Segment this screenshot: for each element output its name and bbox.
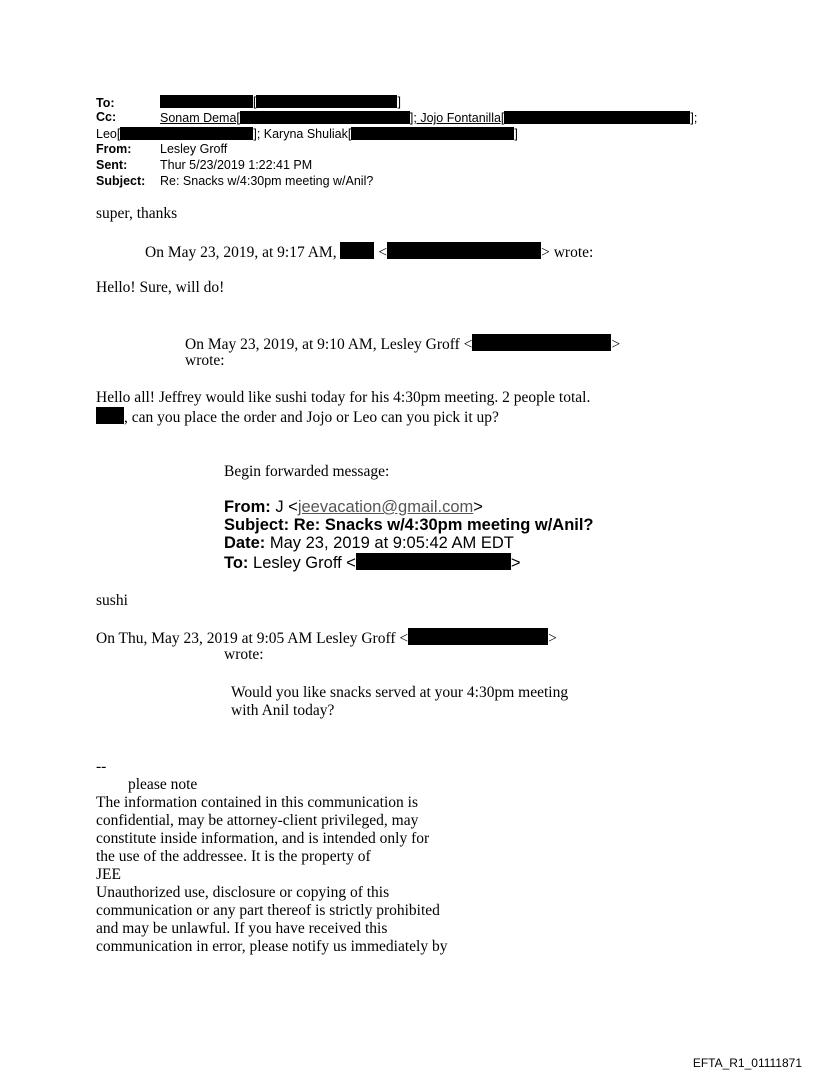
- forwarded-from-name: J <: [275, 498, 298, 516]
- bates-number: EFTA_R1_01111871: [692, 1056, 802, 1070]
- from-value: Lesley Groff: [160, 142, 228, 156]
- attribution-wrote: wrote:: [224, 646, 264, 663]
- disclaimer-heading: please note: [128, 776, 198, 793]
- angle-close: >: [473, 498, 483, 516]
- forwarded-date: [224, 535, 514, 552]
- disclaimer-line: and may be unlawful. If you have received this: [96, 920, 388, 937]
- cc-name: ]; Karyna Shuliak[: [253, 127, 352, 141]
- cc-name: Leo[: [96, 127, 121, 141]
- disclaimer-line: confidential, may be attorney-client privileged, may: [96, 812, 419, 829]
- begin-forwarded: Begin forwarded message:: [224, 463, 390, 480]
- to-value: [160, 95, 401, 108]
- quoted-body-line: Would you like snacks served at your 4:30pm meeting: [231, 684, 569, 701]
- cc-value-line1: [160, 111, 697, 124]
- redaction-block: [408, 628, 548, 645]
- forwarded-to-value: Lesley Groff <: [253, 554, 356, 572]
- forwarded-subject-value: Re: Snacks w/4:30pm meeting w/Anil?: [293, 516, 594, 534]
- message-body-line: sushi: [96, 592, 128, 609]
- forwarded-date-label: Date:: [224, 534, 266, 552]
- sent-value: Thur 5/23/2019 1:22:41 PM: [160, 158, 313, 172]
- to-label: To:: [96, 96, 115, 110]
- angle-close: >: [541, 244, 550, 261]
- message-text: , can you place the order and Jojo or Leo can you pick it up?: [124, 409, 499, 426]
- separator: ];: [690, 111, 698, 125]
- disclaimer-line: Unauthorized use, disclosure or copying of this: [96, 884, 390, 901]
- reply-text: Hello! Sure, will do!: [96, 279, 225, 296]
- sent-label: Sent:: [96, 158, 128, 172]
- disclaimer-line: the use of the addressee. It is the property of: [96, 848, 371, 865]
- redaction-block: [240, 111, 410, 124]
- message-body-line: Hello all! Jeffrey would like sushi today for his 4:30pm meeting. 2 people total.: [96, 389, 591, 406]
- redaction-block: [256, 95, 397, 108]
- redaction-block: [504, 111, 690, 124]
- separator: ]: [514, 127, 518, 141]
- subject-value: Re: Snacks w/4:30pm meeting w/Anil?: [160, 174, 374, 188]
- disclaimer-line: constitute inside information, and is intended only for: [96, 830, 430, 847]
- quote-attribution: [145, 242, 593, 262]
- cc-label: Cc:: [96, 110, 117, 124]
- forwarded-to: [224, 553, 521, 572]
- redaction-block: [120, 127, 253, 140]
- angle-open: <: [378, 244, 388, 261]
- quoted-body-line: with Anil today?: [231, 702, 335, 719]
- reply-text: super, thanks: [96, 205, 178, 222]
- cc-value-line2: [96, 127, 518, 140]
- forwarded-date-value: May 23, 2019 at 9:05:42 AM EDT: [269, 534, 514, 552]
- signature-separator: --: [96, 758, 107, 775]
- disclaimer-line: JEE: [96, 866, 121, 883]
- bracket: [: [253, 95, 257, 109]
- forwarded-subject: [224, 517, 594, 534]
- message-body-line: [96, 407, 499, 427]
- from-label: From:: [96, 142, 132, 156]
- forwarded-from: [224, 499, 483, 516]
- quote-attribution: [96, 628, 557, 648]
- attribution-text: On Thu, May 23, 2019 at 9:05 AM Lesley Groff <: [96, 630, 409, 647]
- attribution-wrote: wrote:: [185, 352, 225, 369]
- disclaimer-line: The information contained in this communication is: [96, 794, 418, 811]
- attribution-text: On May 23, 2019, at 9:10 AM, Lesley Groff <: [185, 336, 473, 353]
- redaction-block: [472, 334, 611, 351]
- cc-name: Sonam Dema[: [160, 111, 240, 125]
- disclaimer-line: communication in error, please notify us immediately by: [96, 938, 448, 955]
- redaction-block: [160, 95, 253, 108]
- disclaimer-line: communication or any part thereof is strictly prohibited: [96, 902, 440, 919]
- attribution-text: On May 23, 2019, at 9:17 AM,: [145, 244, 337, 261]
- attribution-wrote: wrote:: [553, 244, 594, 261]
- redaction-block: [340, 242, 374, 259]
- redaction-block: [96, 407, 124, 424]
- redaction-block: [387, 242, 541, 259]
- angle-close: >: [510, 554, 521, 572]
- forwarded-from-label: From:: [224, 498, 271, 516]
- email-link[interactable]: jeevacation@gmail.com: [297, 498, 474, 516]
- angle-close: >: [611, 336, 621, 353]
- bracket: ]: [397, 95, 401, 109]
- redaction-block: [356, 553, 511, 570]
- redaction-block: [351, 127, 514, 140]
- cc-name: ]; Jojo Fontanilla[: [409, 111, 505, 125]
- forwarded-to-label: To:: [224, 554, 249, 572]
- forwarded-subject-label: Subject:: [224, 516, 290, 534]
- quote-attribution: [185, 334, 620, 354]
- angle-close: >: [548, 630, 557, 647]
- subject-label: Subject:: [96, 174, 146, 188]
